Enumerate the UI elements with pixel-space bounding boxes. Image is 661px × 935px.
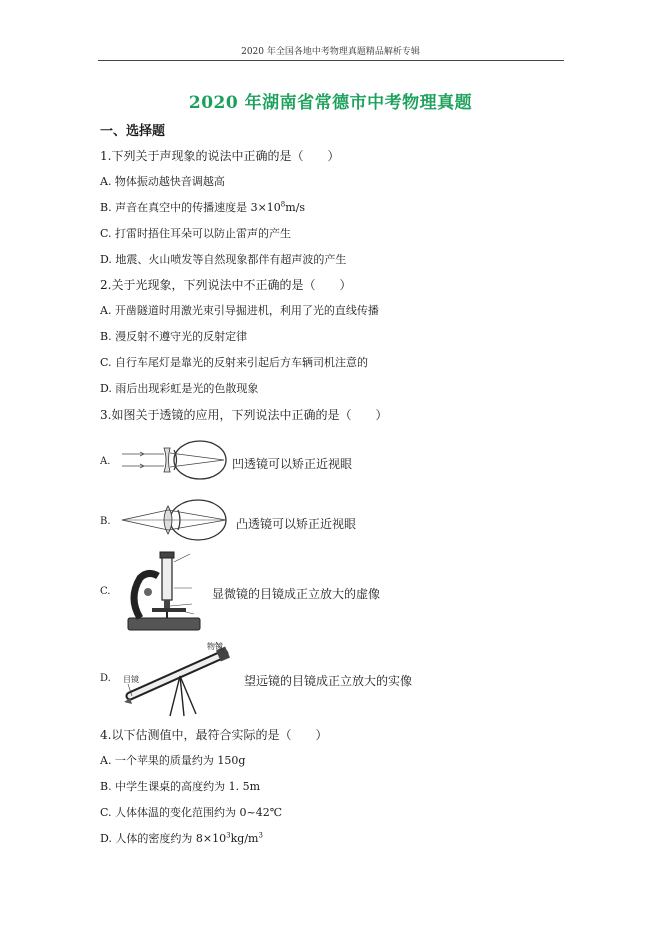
q2-option-a: A. 开凿隧道时用激光束引导掘进机，利用了光的直线传播 [100, 304, 379, 317]
q1-option-d: D. 地震、火山喷发等自然现象都伴有超声波的产生 [100, 253, 347, 266]
q3-option-c-text: 显微镜的目镜成正立放大的虚像 [212, 587, 381, 601]
header-divider [98, 60, 564, 61]
q1-option-c: C. 打雷时捂住耳朵可以防止雷声的产生 [100, 227, 292, 240]
section-heading: 一、选择题 [100, 124, 166, 139]
q3-option-a-letter: A. [100, 456, 111, 467]
q3-option-b-letter: B. [100, 516, 111, 527]
q4-option-b: B. 中学生课桌的高度约为 1. 5m [100, 780, 260, 793]
q4-option-d: D. 人体的密度约为 $8\times 10^3kg/m^3$ [100, 831, 263, 845]
q1-option-a: A. 物体振动越快音调越高 [100, 175, 225, 188]
telescope-eyepiece-label: 目镜 [123, 675, 139, 684]
q3-option-d-letter: D. [100, 673, 111, 684]
q3-option-b-text: 凸透镜可以矫正近视眼 [236, 517, 357, 531]
q2-option-d: D. 雨后出现彩虹是光的色散现象 [100, 382, 259, 395]
q4-option-a: A. 一个苹果的质量约为 150g [100, 754, 246, 767]
q2-option-b: B. 漫反射不遵守光的反射定律 [100, 330, 248, 343]
page-title: 2020 年湖南省常德市中考物理真题 [188, 93, 473, 113]
telescope-objective-label: 物镜 [207, 642, 223, 651]
concave-lens-eye-diagram [120, 438, 230, 482]
q1-stem: 1.下列关于声现象的说法中正确的是（ ） [100, 149, 340, 163]
page-header: 2020 年全国各地中考物理真题精品解析专辑 [241, 47, 420, 57]
convex-lens-eye-diagram [120, 498, 232, 542]
q2-stem: 2.关于光现象，下列说法中不正确的是（ ） [100, 278, 352, 292]
q3-option-c-letter: C. [100, 586, 111, 597]
microscope-diagram [118, 548, 210, 634]
q3-option-d-text: 望远镜的目镜成正立放大的实像 [244, 674, 413, 688]
q3-stem: 3.如图关于透镜的应用，下列说法中正确的是（ ） [100, 408, 388, 422]
q2-option-c: C. 自行车尾灯是靠光的反射来引起后方车辆司机注意的 [100, 356, 369, 369]
q4-stem: 4.以下估测值中，最符合实际的是（ ） [100, 728, 328, 742]
q4-option-c: C. 人体体温的变化范围约为 0~42℃ [100, 806, 283, 819]
q3-option-a-text: 凹透镜可以矫正近视眼 [232, 457, 353, 471]
q1-option-b: B. 声音在真空中的传播速度是 $3\times 10^8m/s$ [100, 200, 306, 214]
